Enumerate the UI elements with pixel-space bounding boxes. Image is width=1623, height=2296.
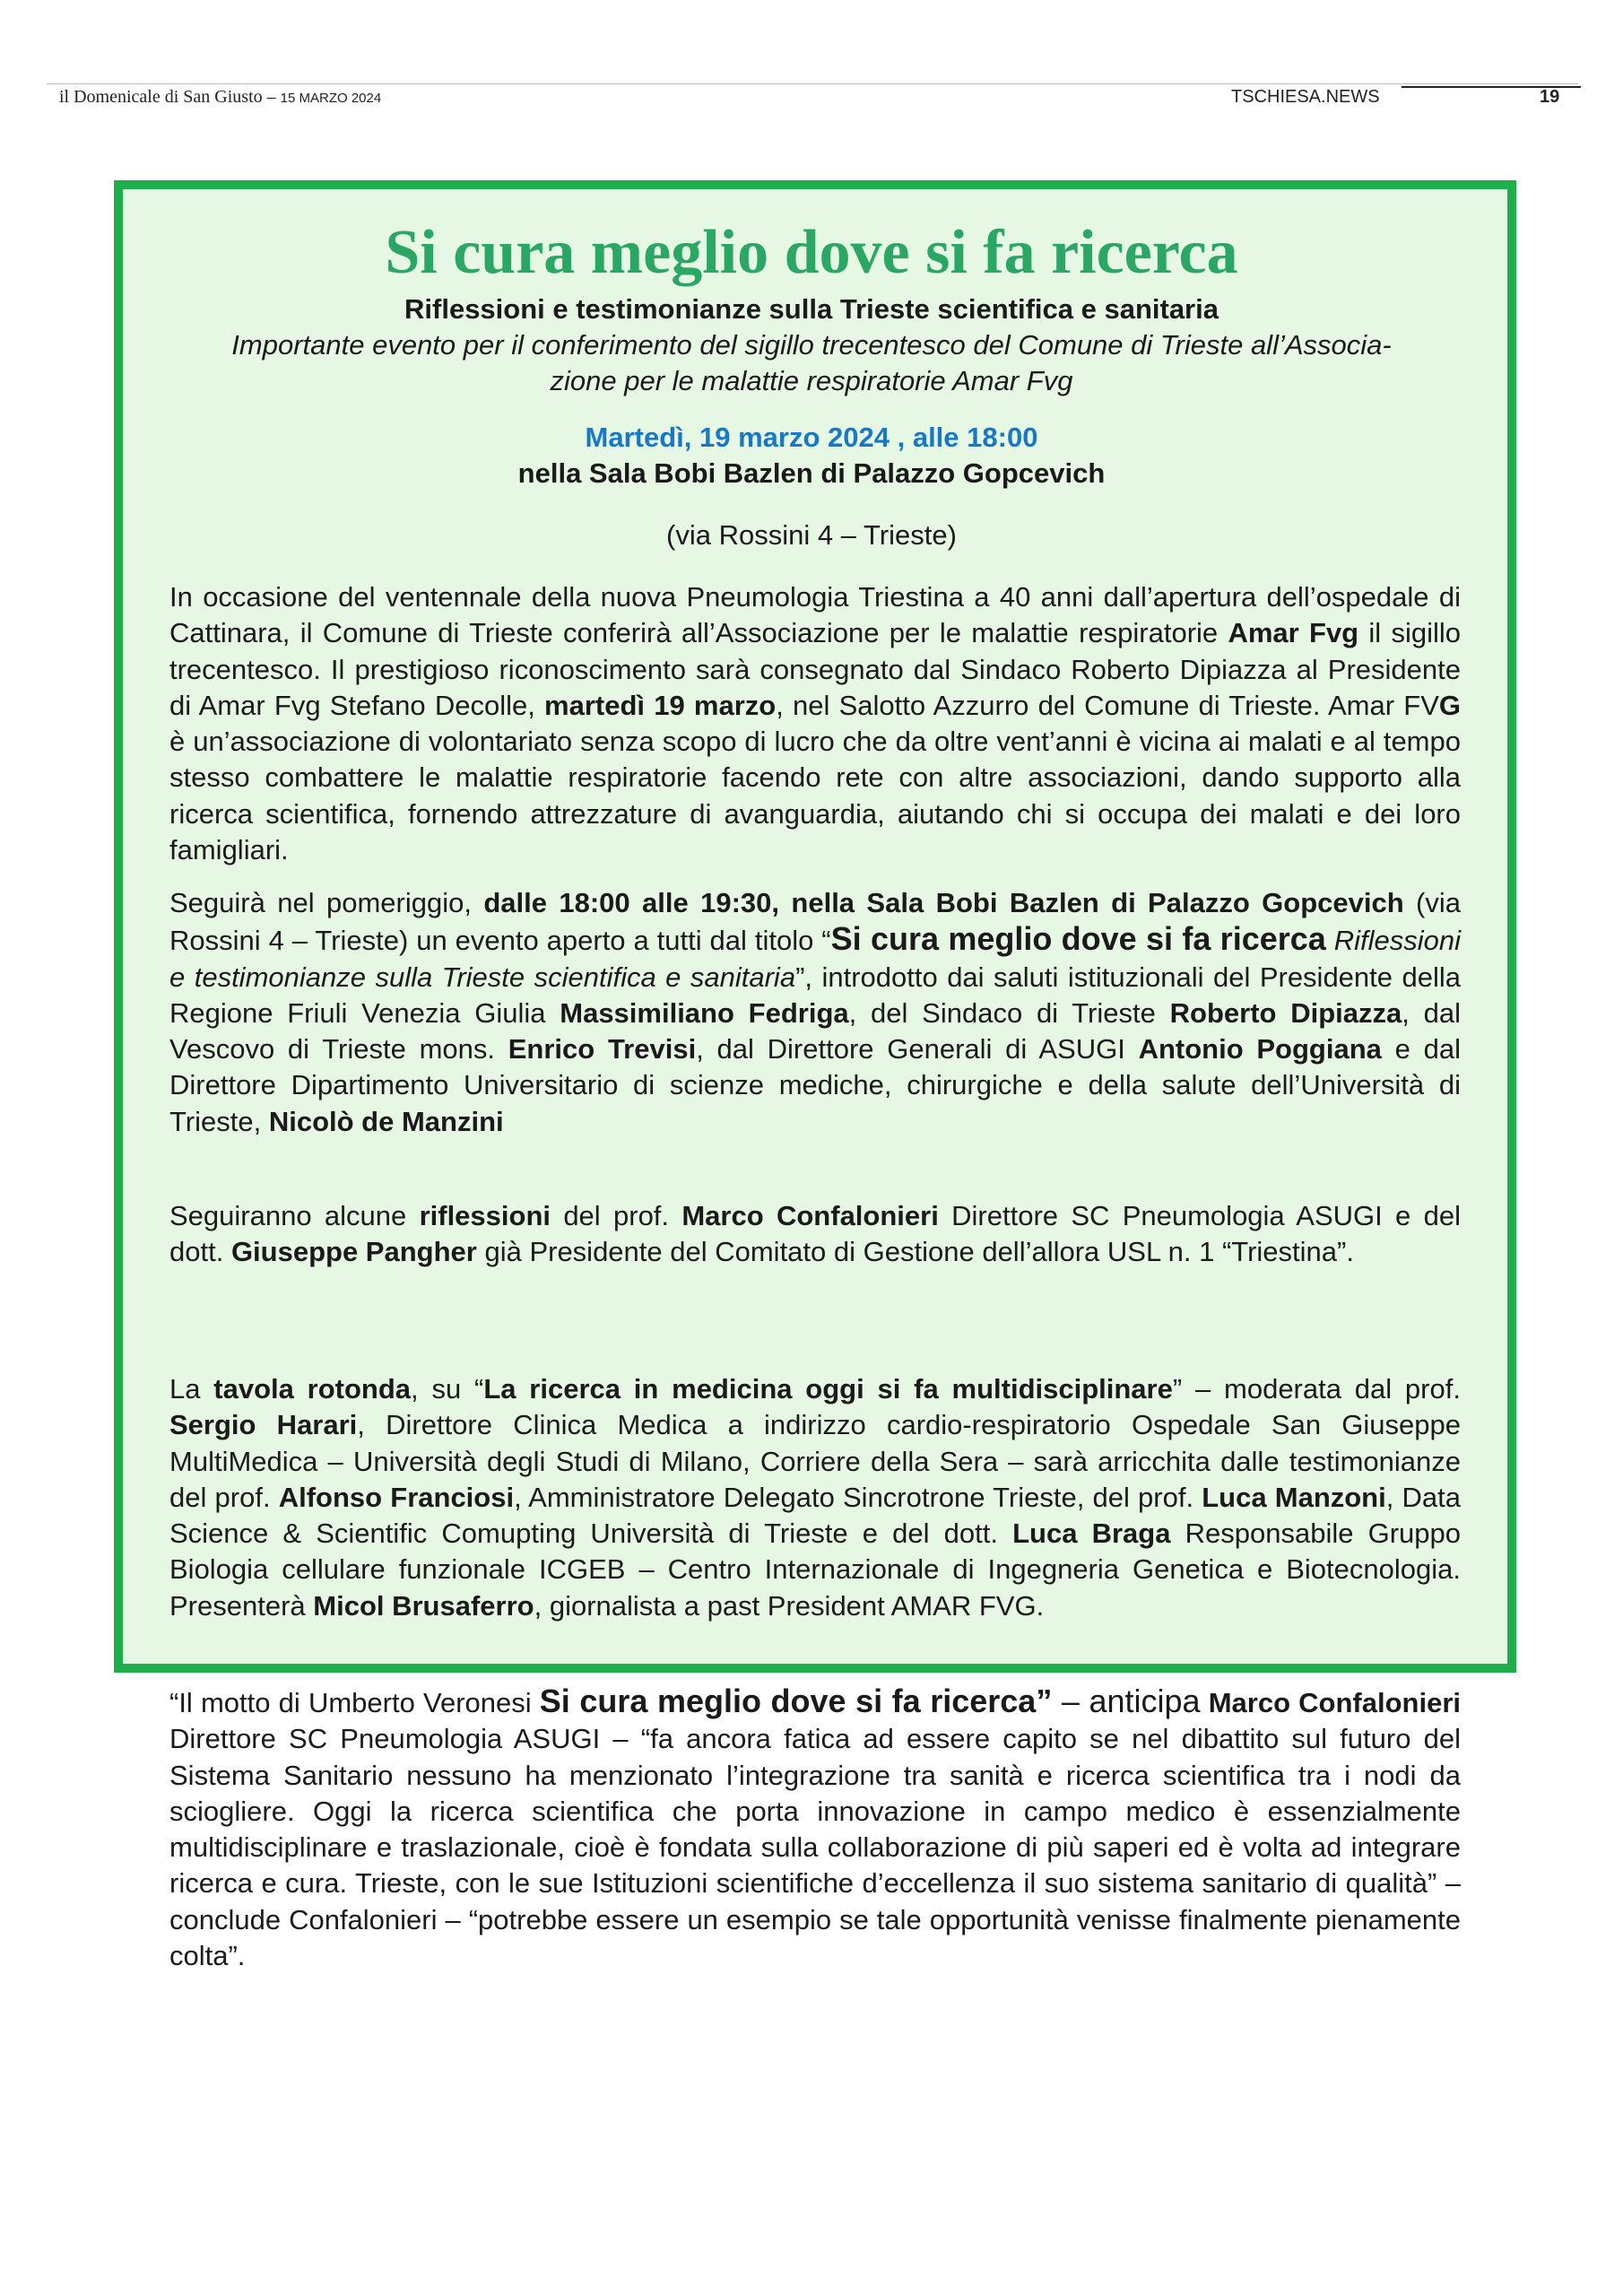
article-subtitle: Riflessioni e testimonianze sulla Trieste scientifica e sanitaria	[404, 293, 1219, 325]
bold-text: Marco Confalonieri	[1208, 1687, 1462, 1718]
text: del prof.	[551, 1200, 682, 1231]
text: e dal Direttore Dipartimento Universitario di scienze mediche, chirurgiche e della salute dell’Università di Trieste,	[169, 1033, 1461, 1137]
publication-name: il Domenicale di San Giusto –	[59, 87, 276, 107]
bold-text: Giuseppe Pangher	[230, 1236, 477, 1268]
emphasis-text: – anticipa	[1052, 1683, 1201, 1719]
emphasis-title: Si cura meglio dove si fa ricerca	[830, 920, 1326, 958]
bold-text: Roberto Dipiazza	[1169, 996, 1402, 1029]
text: , del Sindaco di Trieste	[848, 996, 1170, 1029]
bold-text: Nicolò de Manzini	[268, 1105, 504, 1137]
paragraph-quote	[169, 1683, 1461, 1974]
bold-text: Marco Confalonieri	[681, 1200, 939, 1231]
text: , dal Vescovo di Trieste mons.	[169, 996, 1461, 1065]
article-subtitle-italic	[161, 327, 1462, 399]
text: è un’associazione di volontariato senza scopo di lucro che da oltre vent’anni è vicina ai malati e al tempo stesso combattere le malattie respiratorie facendo rete con altre associazioni, dando supporto alla ricerca scientifica, fornendo attrezzature di avanguardia, aiutando chi si occupa dei malati e dei loro famigliari.	[169, 726, 1461, 866]
bold-text: riflessioni	[419, 1200, 551, 1231]
text: Direttore SC Pneumologia ASUGI e del dott.	[169, 1200, 1461, 1268]
text: , nel Salotto Azzurro del Comune di Trieste. Amar FV	[776, 689, 1439, 721]
text: , Amministratore Delegato Sincrotrone Trieste, del prof.	[514, 1481, 1202, 1513]
italic-text: Riflessioni e testimonianze sulla Trieste scientifica e sanitaria	[169, 925, 1462, 993]
subtitle-italic-line2: zione per le malattie respiratorie Amar Fvg	[550, 365, 1073, 396]
text: , su “	[411, 1373, 484, 1405]
page-number: 19	[1540, 87, 1560, 107]
bold-text: Luca Braga	[1012, 1518, 1171, 1550]
header-rule	[47, 83, 1578, 84]
text: il sigillo trecentesco. Il prestigioso riconoscimento sarà consegnato dal Sindaco Roberto Dipiazza al Presidente di Amar Fvg Stefano Decolle,	[169, 617, 1462, 721]
event-address: (via Rossini 4 – Trieste)	[666, 519, 957, 551]
bold-text: Micol Brusaferro	[313, 1589, 534, 1622]
text: , giornalista a past President AMAR FVG.	[534, 1589, 1045, 1622]
bold-text: Antonio Poggiana	[1138, 1033, 1382, 1065]
bold-text: G	[1438, 689, 1461, 721]
text: , Direttore Clinica Medica a indirizzo cardio-respiratorio Ospedale San Giuseppe MultiMedica – Università degli Studi di Milano, Corriere della Sera – sarà arricchita dalle testimonianze del prof.	[169, 1409, 1461, 1513]
bold-text: Alfonso Franciosi	[278, 1481, 515, 1513]
text: (via Rossini 4 – Trieste) un evento aperto a tutti dal titolo “	[169, 887, 1461, 957]
bold-text: tavola rotonda	[213, 1373, 412, 1405]
text: Seguiranno alcune	[169, 1200, 420, 1231]
paragraph-round-table	[169, 1371, 1461, 1624]
text: già Presidente del Comitato di Gestione dell’allora USL n. 1 “Triestina”.	[476, 1236, 1354, 1268]
text: , dal Direttore Generali di ASUGI	[696, 1033, 1139, 1065]
subtitle-italic-line1: Importante evento per il conferimento del sigillo trecentesco del Comune di Trieste all’Associa-	[231, 329, 1392, 361]
paragraph-intro	[169, 579, 1461, 868]
header-publication	[59, 87, 381, 108]
header-site: TSCHIESA.NEWS	[1231, 87, 1380, 107]
event-date: Martedì, 19 marzo 2024 , alle 18:00	[585, 422, 1038, 453]
text: In occasione del ventennale della nuova Pneumologia Triestina a 40 anni dall’apertura dell’ospedale di Cattinara, il Comune di Trieste conferirà all’Associazione per le malattie respiratorie	[169, 581, 1461, 649]
bold-text: La ricerca in medicina oggi si fa multidisciplinare	[483, 1373, 1173, 1405]
emphasis-title: Si cura meglio dove si fa ricerca”	[539, 1683, 1053, 1719]
article-title: Si cura meglio dove si fa ricerca	[385, 218, 1238, 287]
bold-text: martedì 19 marzo	[544, 689, 777, 721]
text: Direttore SC Pneumologia ASUGI – “fa ancora fatica ad essere capito se nel dibattito sul futuro del Sistema Sanitario nessuno ha menzionato l’integrazione tra sanità e ricerca scientifica tra i nodi da sciogliere. Oggi la ricerca scientifica che porta innovazione in campo medico è essenzialmente multidisciplinare e traslazionale, cioè è fondata sulla collaborazione di più saperi ed è volta ad integrare ricerca e cura. Trieste, con le sue Istituzioni scientifiche d’eccellenza il suo sistema sanitario di qualità” – conclude Confalonieri – “potrebbe essere un esempio se tale opportunità venisse finalmente pienamente colta”.	[169, 1723, 1461, 1972]
bold-text: Luca Manzoni	[1202, 1481, 1386, 1513]
bold-text: Massimiliano Fedriga	[560, 996, 849, 1029]
text: ”, introdotto dai saluti istituzionali del Presidente della Regione Friuli Venezia Giulia	[169, 961, 1461, 1029]
bold-text: dalle 18:00 alle 19:30, nella Sala Bobi Bazlen di Palazzo Gopcevich	[483, 887, 1404, 918]
text: ” – moderata dal prof.	[1172, 1373, 1461, 1405]
bold-text: Enrico Trevisi	[508, 1033, 697, 1065]
text: “Il motto di Umberto Veronesi	[169, 1687, 540, 1718]
text: La	[169, 1373, 214, 1405]
paragraph-reflections	[169, 1198, 1461, 1271]
text: , Data Science & Scientific Comupting Università di Trieste e del dott.	[169, 1481, 1462, 1550]
text: Responsabile Gruppo Biologia cellulare funzionale ICGEB – Centro Internazionale di Ingegneria Genetica e Biotecnologia. Presenterà	[169, 1518, 1461, 1622]
bold-text: Sergio Harari	[169, 1409, 358, 1441]
text	[1201, 1687, 1209, 1718]
paragraph-event	[169, 885, 1461, 1140]
publication-date: 15 MARZO 2024	[280, 91, 382, 106]
event-venue: nella Sala Bobi Bazlen di Palazzo Gopcevich	[517, 457, 1106, 489]
bold-text: Amar Fvg	[1228, 617, 1359, 649]
text: Seguirà nel pomeriggio,	[169, 887, 484, 918]
